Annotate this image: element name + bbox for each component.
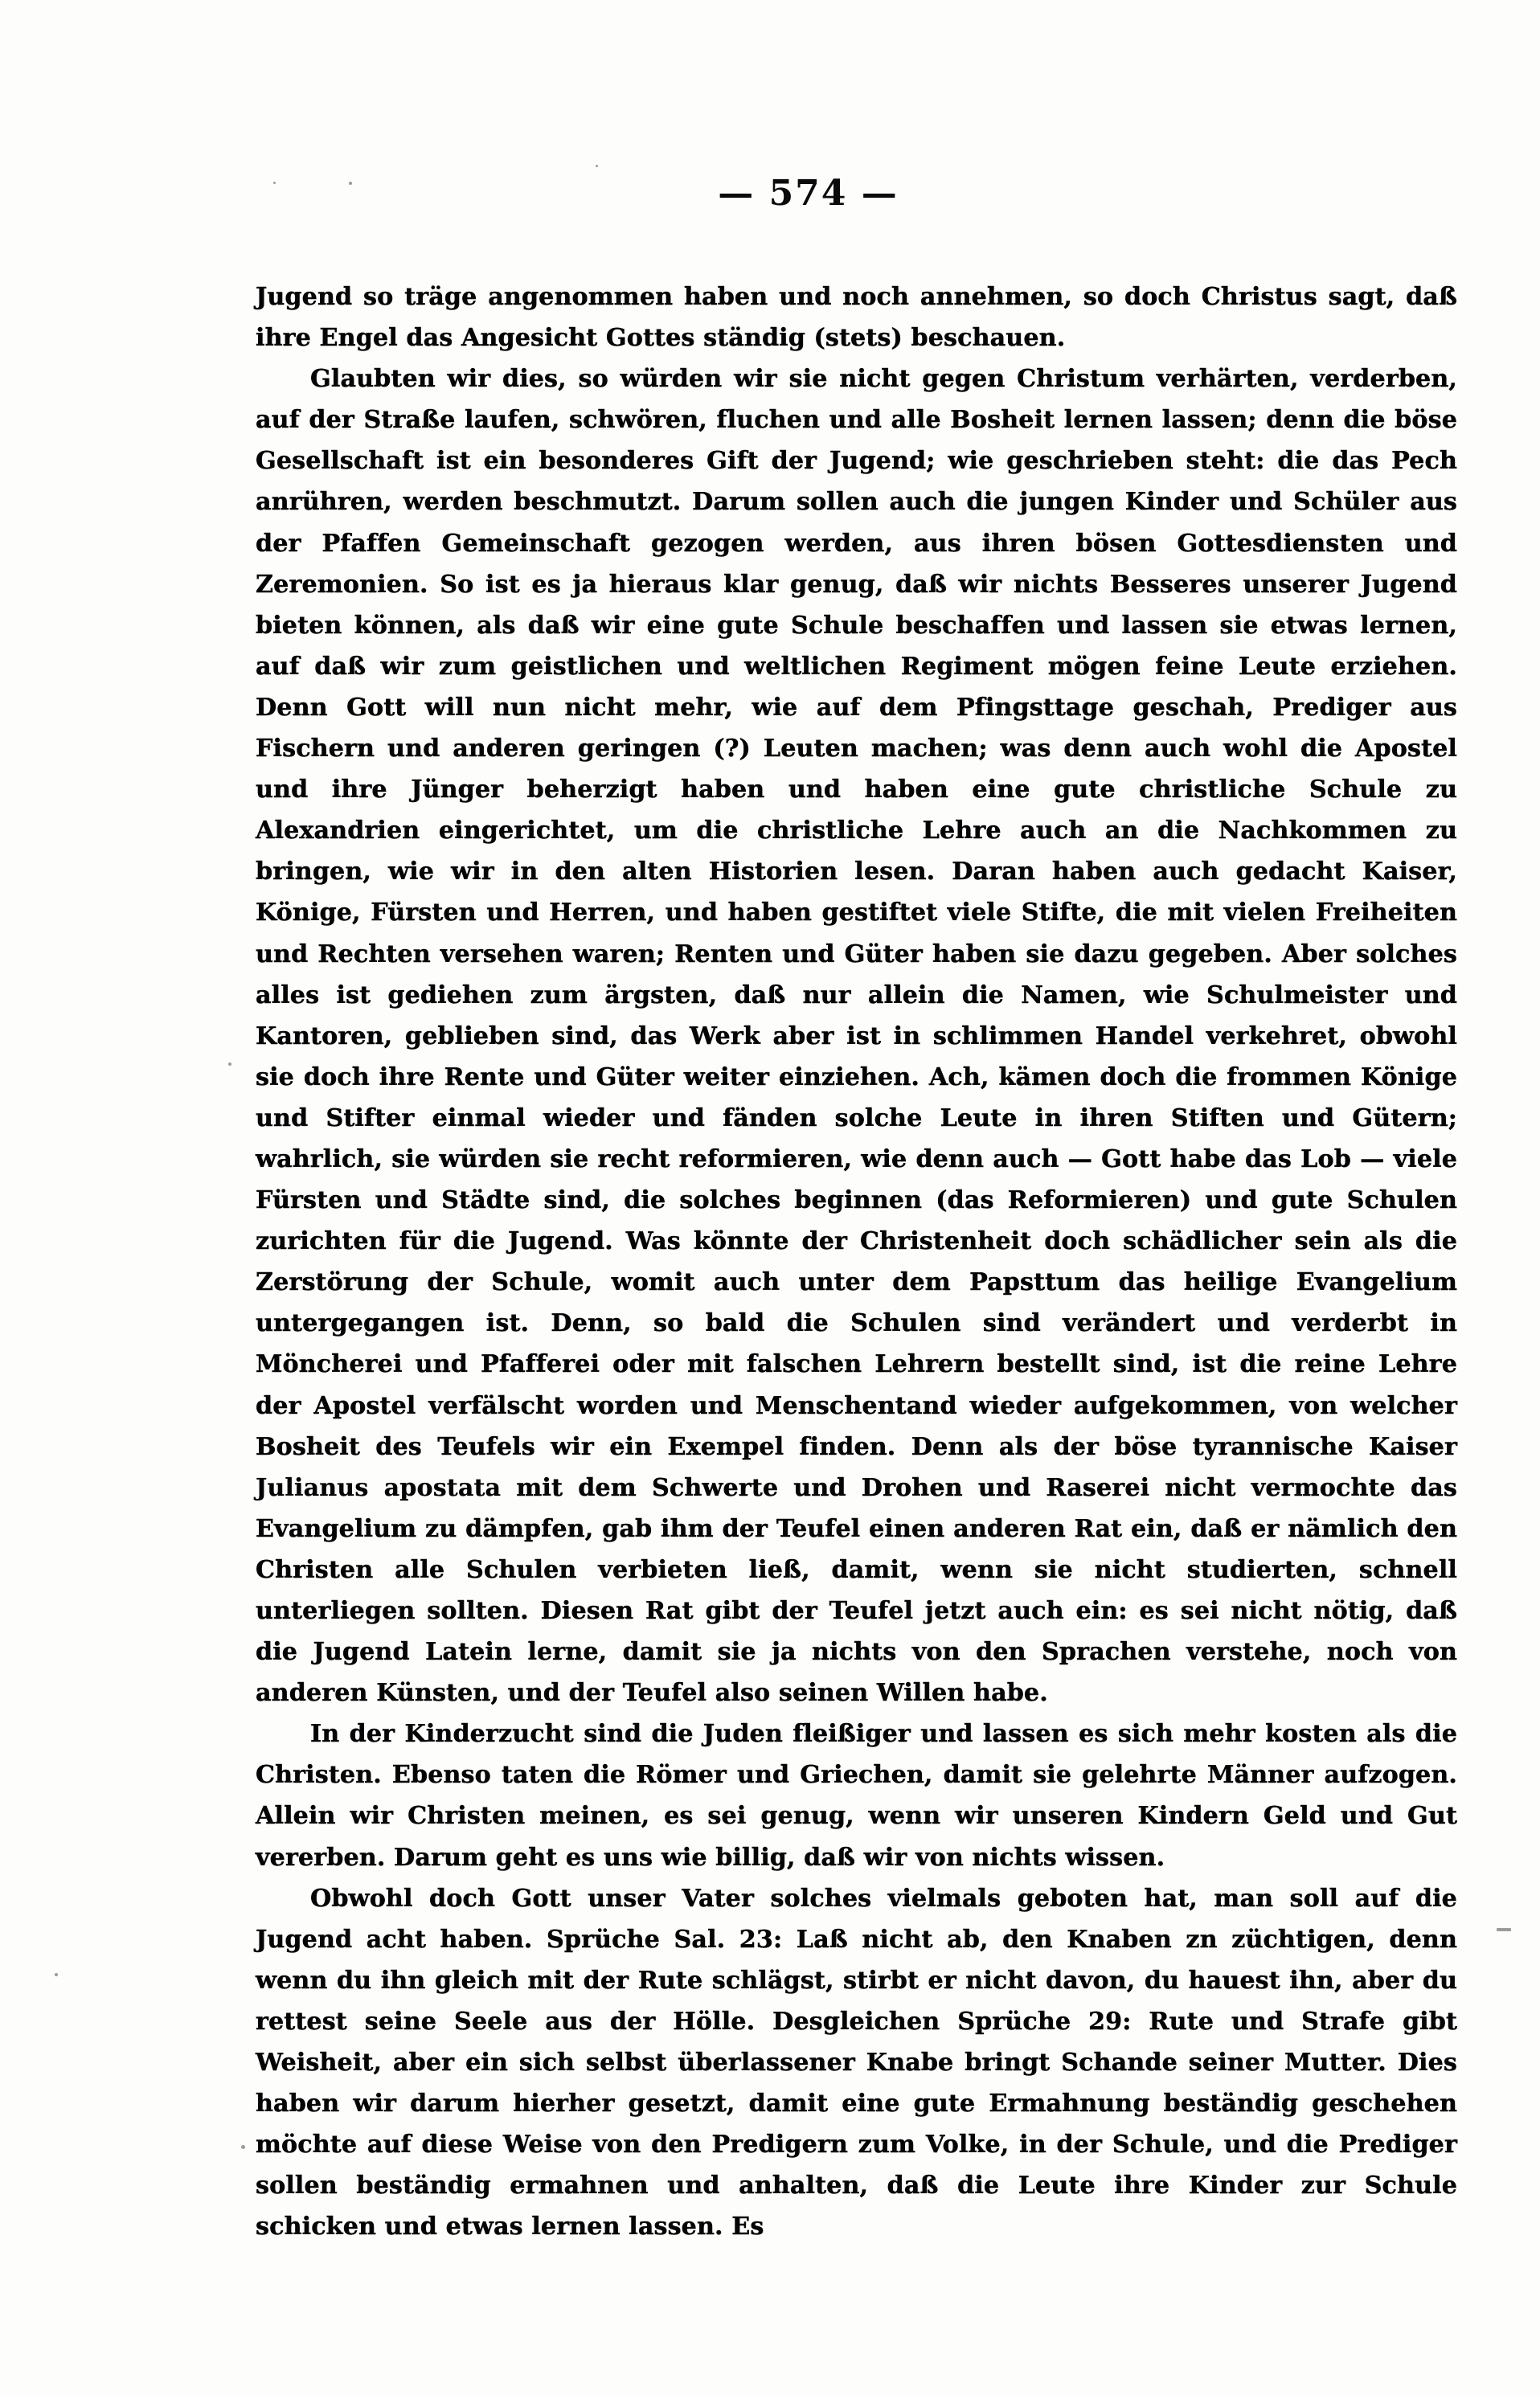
paragraph-2-part-b: mit dem Schwerte und Drohen und Raserei nicht vermochte das Evangelium zu dämpfen, gab ihm der Teufel einen anderen Rat ein, daß er nämlich den Christen alle Schulen verbieten ließ, damit, wenn sie nicht studierten, schnell unterliegen sollten. Diesen Rat gibt der Teufel jetzt auch ein: es sei nicht nötig, daß die Jugend Latein lerne, damit sie ja nichts von den Sprachen verstehe, noch von anderen Künsten, und der Teufel also seinen Willen habe. bbox=[256, 1473, 1457, 1708]
scan-speck bbox=[228, 1062, 231, 1066]
latin-name-julianus-apostata: Julianus apostata bbox=[256, 1473, 502, 1502]
scan-speck bbox=[55, 1973, 58, 1976]
paragraph-2-part-a: Glaubten wir dies, so würden wir sie nicht gegen Christum verhärten, verderben, auf der Straße laufen, schwören, fluchen und alle Bosheit lernen lassen; denn die böse Gesellschaft ist ein besonderes Gift der Jugend; wie geschrieben steht: die das Pech anrühren, werden beschmutzt. Darum sollen auch die jungen Kinder und Schüler aus der Pfaffen Gemeinschaft gezogen werden, aus ihren bösen Gottesdiensten und Zeremonien. So ist es ja hieraus klar genug, daß wir nichts Besseres unserer Jugend bieten können, als daß wir eine gute Schule beschaffen und lassen sie etwas lernen, auf daß wir zum geistlichen und weltlichen Regiment mögen feine Leute erziehen. Denn Gott will nun nicht mehr, wie auf dem Pfingsttage geschah, Prediger aus Fischern und anderen geringen (?) Leuten machen; was denn auch wohl die Apostel und ihre Jünger beherzigt haben und haben eine gute christliche Schule zu Alexandrien eingerichtet, um die christliche Lehre auch an die Nachkommen zu bringen, wie wir in den alten Historien lesen. Daran haben auch gedacht Kaiser, Könige, Fürsten und Herren, und haben gestiftet viele Stifte, die mit vielen Freiheiten und Rechten versehen waren; Renten und Güter haben sie dazu gegeben. Aber solches alles ist gediehen zum ärgsten, daß nur allein die Namen, wie Schulmeister und Kantoren, geblieben sind, das Werk aber ist in schlimmen Handel verkehret, obwohl sie doch ihre Rente und Güter weiter einziehen. Ach, kämen doch die frommen Könige und Stifter einmal wieder und fänden solche Leute in ihren Stiften und Gütern; wahrlich, sie würden sie recht reformieren, wie denn auch — Gott habe das Lob — viele Fürsten und Städte sind, die solches beginnen (das Reformieren) und gute Schulen zurichten für die Jugend. Was könnte der Christenheit doch schädlicher sein als die Zerstörung der Schule, womit auch unter dem Papsttum das heilige Evangelium untergegangen ist. Denn, so bald die Schulen sind verändert und verderbt in Möncherei und Pfafferei oder mit falschen Lehrern bestellt sind, ist die reine Lehre der Apostel verfälscht worden und Menschentand wieder aufgekommen, von welcher Bosheit des Teufels wir ein Exempel finden. Denn als der böse tyrannische Kaiser bbox=[256, 365, 1457, 1461]
page-content bbox=[256, 173, 1457, 2248]
body-text-block bbox=[256, 276, 1457, 2248]
scan-speck bbox=[596, 165, 598, 167]
folio-text: — 574 — bbox=[718, 173, 899, 214]
paragraph-2 bbox=[256, 358, 1457, 1713]
scan-speck bbox=[241, 2145, 245, 2149]
paragraph-3: In der Kinderzucht sind die Juden fleißiger und lassen es sich mehr kosten als die Christen. Ebenso taten die Römer und Griechen, damit sie gelehrte Männer aufzogen. Allein wir Christen meinen, es sei genug, wenn wir unseren Kindern Geld und Gut vererben. Darum geht es uns wie billig, daß wir von nichts wissen. bbox=[256, 1720, 1457, 1872]
page-number-header bbox=[256, 173, 1457, 214]
paragraph-4: Obwohl doch Gott unser Vater solches vielmals geboten hat, man soll auf die Jugend acht haben. Sprüche Sal. 23: Laß nicht ab, den Knaben zn züchtigen, denn wenn du ihn gleich mit der Rute schlägst, stirbt er nicht davon, du hauest ihn, aber du rettest seine Seele aus der Hölle. Desgleichen Sprüche 29: Rute und Strafe gibt Weisheit, aber ein sich selbst überlassener Knabe bringt Schande seiner Mutter. Dies haben wir darum hierher gesetzt, damit eine gute Ermahnung beständig geschehen möchte auf diese Weise von den Predigern zum Volke, in der Schule, und die Prediger sollen beständig ermahnen und anhalten, daß die Leute ihre Kinder zur Schule schicken und etwas lernen lassen. Es bbox=[256, 1884, 1457, 2241]
scan-speck bbox=[1497, 1928, 1511, 1931]
paragraph-1: Jugend so träge angenommen haben und noch annehmen, so doch Christus sagt, daß ihre Engel das Angesicht Gottes ständig (stets) beschauen. bbox=[256, 283, 1457, 353]
